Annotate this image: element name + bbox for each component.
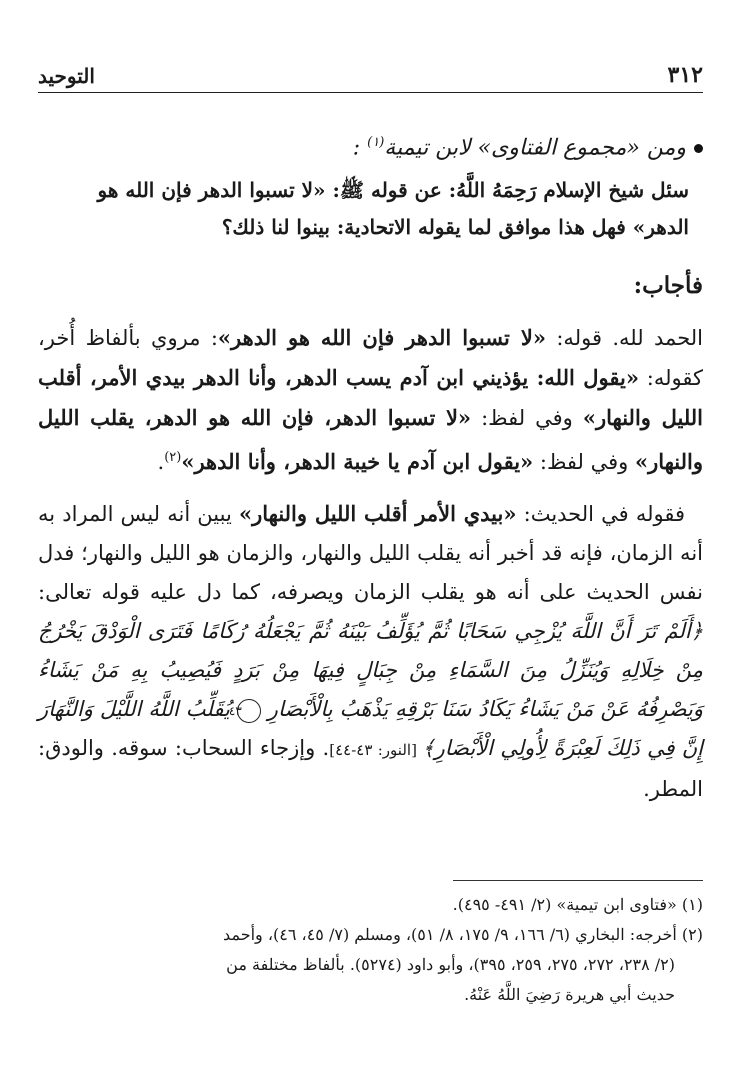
text-run: وفي لفظ:	[471, 406, 583, 431]
quran-citation: [النور: ٤٣-٤٤]	[329, 741, 423, 760]
text-run: : مروي بألفاظ أُخر، كقوله:	[38, 326, 703, 391]
source-title: ومن «مجموع الفتاوى» لابن تيمية	[384, 135, 686, 161]
footnote-2-line-3: حديث أبي هريرة رَضِيَ اللَّهُ عَنْهُ.	[464, 985, 675, 1004]
footnote-2-line-1: (٢) أخرجه: البخاري (٦/ ١٦٦، ٩/ ١٧٥، ٨/ ٥١)، ومسلم (٧/ ٤٥، ٤٦)، وأحمد	[223, 925, 703, 944]
source-suffix: :	[352, 135, 361, 161]
hadith-quote: «يقول الله: يؤذيني ابن آدم يسب الدهر، وأنا الدهر بيدي الأمر، أقلب الليل والنهار»	[38, 365, 703, 431]
quran-verse: يُقَلِّبُ اللَّهُ اللَّيْلَ وَالنَّهَارَ إِنَّ فِي ذَلِكَ لَعِبْرَةً لِأُولِي الْأَبْصَارِ﴾	[38, 697, 704, 761]
question-text: سئل شيخ الإسلام رَحِمَهُ اللَّهُ: عن قوله ﷺ: «لا تسبوا الدهر فإن الله هو الدهر» فهل هذا موافق لما يقوله الاتحادية: بينوا لنا ذلك؟	[97, 178, 689, 240]
text-run: .	[157, 450, 165, 475]
text-run: الحمد لله. قوله:	[545, 326, 703, 351]
text-run: وفي لفظ:	[533, 450, 635, 475]
hadith-quote: «لا تسبوا الدهر فإن الله هو الدهر»	[217, 325, 546, 351]
source-heading	[38, 123, 703, 168]
page	[38, 48, 703, 809]
paragraph-1	[38, 318, 703, 482]
paragraph-2	[38, 494, 703, 809]
footnotes	[38, 890, 703, 1010]
text-run: يبين أنه ليس المراد به أنه الزمان، فإنه قد أخبر أنه يقلب الليل والنهار، والزمان هو الليل والنهار؛ فدل نفس الحديث على أنه هو يقلب الزمان ويصرفه، كما دل عليه قوله تعالى:	[38, 502, 703, 605]
footnote-divider	[453, 880, 703, 881]
text-run: فقوله في الحديث:	[516, 502, 685, 527]
bullet-icon	[694, 144, 703, 153]
hadith-quote: «لا تسبوا الدهر، فإن الله هو الدهر، يقلب الليل والنهار»	[38, 405, 703, 475]
ayah-number-marker: ٤٣	[237, 699, 261, 723]
hadith-quote: «يقول ابن آدم يا خيبة الدهر، وأنا الدهر»	[181, 449, 534, 475]
footnote-2-line-2: (٢/ ٢٣٨، ٢٧٢، ٢٧٥، ٢٥٩، ٣٩٥)، وأبو داود (٥٢٧٤). بألفاظ مختلفة من	[226, 955, 675, 974]
answer-heading: فأجاب:	[633, 272, 703, 300]
running-header	[38, 48, 703, 93]
quran-verse: ﴿أَلَمْ تَرَ أَنَّ اللَّهَ يُزْجِي سَحَابًا ثُمَّ يُؤَلِّفُ بَيْنَهُ ثُمَّ يَجْعَلُهُ رُكَامًا فَتَرَى الْوَدْقَ يَخْرُجُ مِنْ خِلَالِهِ وَيُنَزِّلُ مِنَ السَّمَاءِ مِنْ جِبَالٍ فِيهَا مِنْ بَرَدٍ فَيُصِيبُ بِهِ مَنْ يَشَاءُ وَيَصْرِفُهُ عَنْ مَنْ يَشَاءُ يَكَادُ سَنَا بَرْقِهِ يَذْهَبُ بِالْأَبْصَارِ	[38, 619, 703, 722]
footnote-ref-1: (١)	[367, 135, 385, 150]
page-number: ٣١٢	[667, 62, 703, 88]
footnote-ref-2: (٢)	[164, 450, 182, 466]
text-run: . وإزجاء السحاب: سوقه. والودق: المطر.	[38, 736, 703, 802]
footnote-1: (١) «فتاوى ابن تيمية» (٢/ ٤٩١- ٤٩٥).	[452, 895, 703, 914]
running-title: التوحيد	[38, 64, 95, 88]
hadith-quote: «بيدي الأمر أقلب الليل والنهار»	[238, 501, 517, 527]
